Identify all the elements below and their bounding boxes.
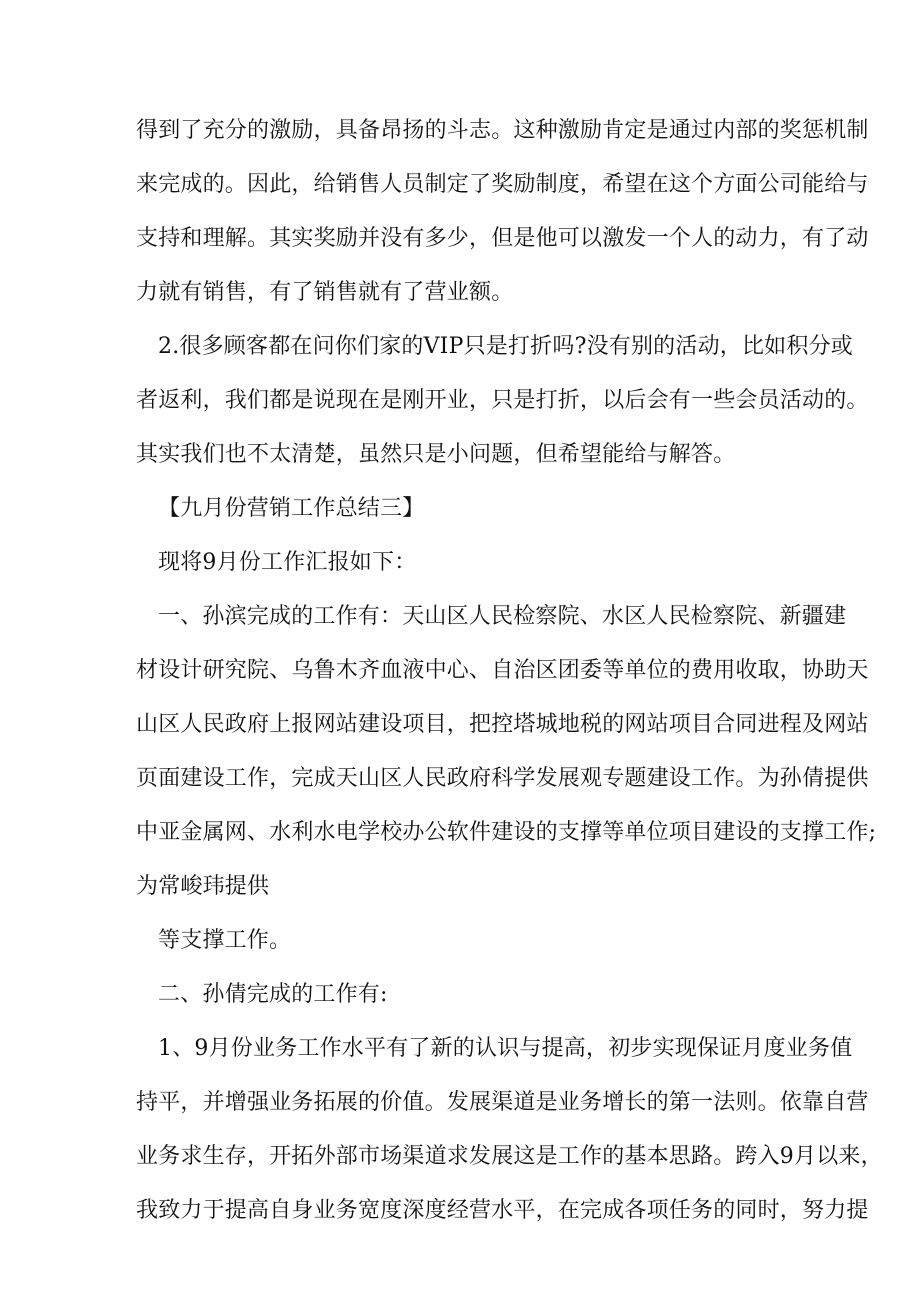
- text-line: 中亚金属网、水利水电学校办公软件建设的支撑等单位项目建设的支撑工作;: [136, 820, 877, 845]
- text-line: 现将9月份工作汇报如下：: [158, 550, 417, 575]
- text-line: 其实我们也不太清楚，虽然只是小问题，但希望能给与解答。: [136, 442, 736, 467]
- text-line: 业务求生存，开拓外部市场渠道求发展这是工作的基本思路。跨入9月以来，: [136, 1144, 883, 1169]
- text-line: 力就有销售，有了销售就有了营业额。: [136, 280, 514, 305]
- section-heading: 【九月份营销工作总结三】: [158, 496, 425, 521]
- text-line: 材设计研究院、乌鲁木齐血液中心、自治区团委等单位的费用收取，协助天: [136, 658, 869, 683]
- text-line: 支持和理解。其实奖励并没有多少，但是他可以激发一个人的动力，有了动: [136, 226, 869, 251]
- text-line: 者返利，我们都是说现在是刚开业，只是打折，以后会有一些会员活动的。: [136, 388, 869, 413]
- text-line: 1、9月份业务工作水平有了新的认识与提高，初步实现保证月度业务值: [158, 1036, 853, 1061]
- text-line: 得到了充分的激励，具备昂扬的斗志。这种激励肯定是通过内部的奖惩机制: [136, 118, 869, 143]
- text-line: 持平，并增强业务拓展的价值。发展渠道是业务增长的第一法则。依靠自营: [136, 1090, 869, 1115]
- text-line: 页面建设工作，完成天山区人民政府科学发展观专题建设工作。为孙倩提供: [136, 766, 869, 791]
- text-line: 等支撑工作。: [158, 928, 292, 953]
- text-line: 我致力于提高自身业务宽度深度经营水平，在完成各项任务的同时，努力提: [136, 1198, 869, 1223]
- text-line: 一、孙滨完成的工作有：天山区人民检察院、水区人民检察院、新疆建: [158, 604, 847, 629]
- text-line: 二、孙倩完成的工作有:: [158, 982, 388, 1007]
- text-line: 来完成的。因此，给销售人员制定了奖励制度，希望在这个方面公司能给与: [136, 172, 869, 197]
- text-line: 为常峻玮提供: [136, 874, 270, 899]
- text-line: 山区人民政府上报网站建设项目，把控塔城地税的网站项目合同进程及网站: [136, 712, 869, 737]
- text-line: 2.很多顾客都在问你们家的VIP只是打折吗?没有别的活动，比如积分或: [158, 334, 853, 359]
